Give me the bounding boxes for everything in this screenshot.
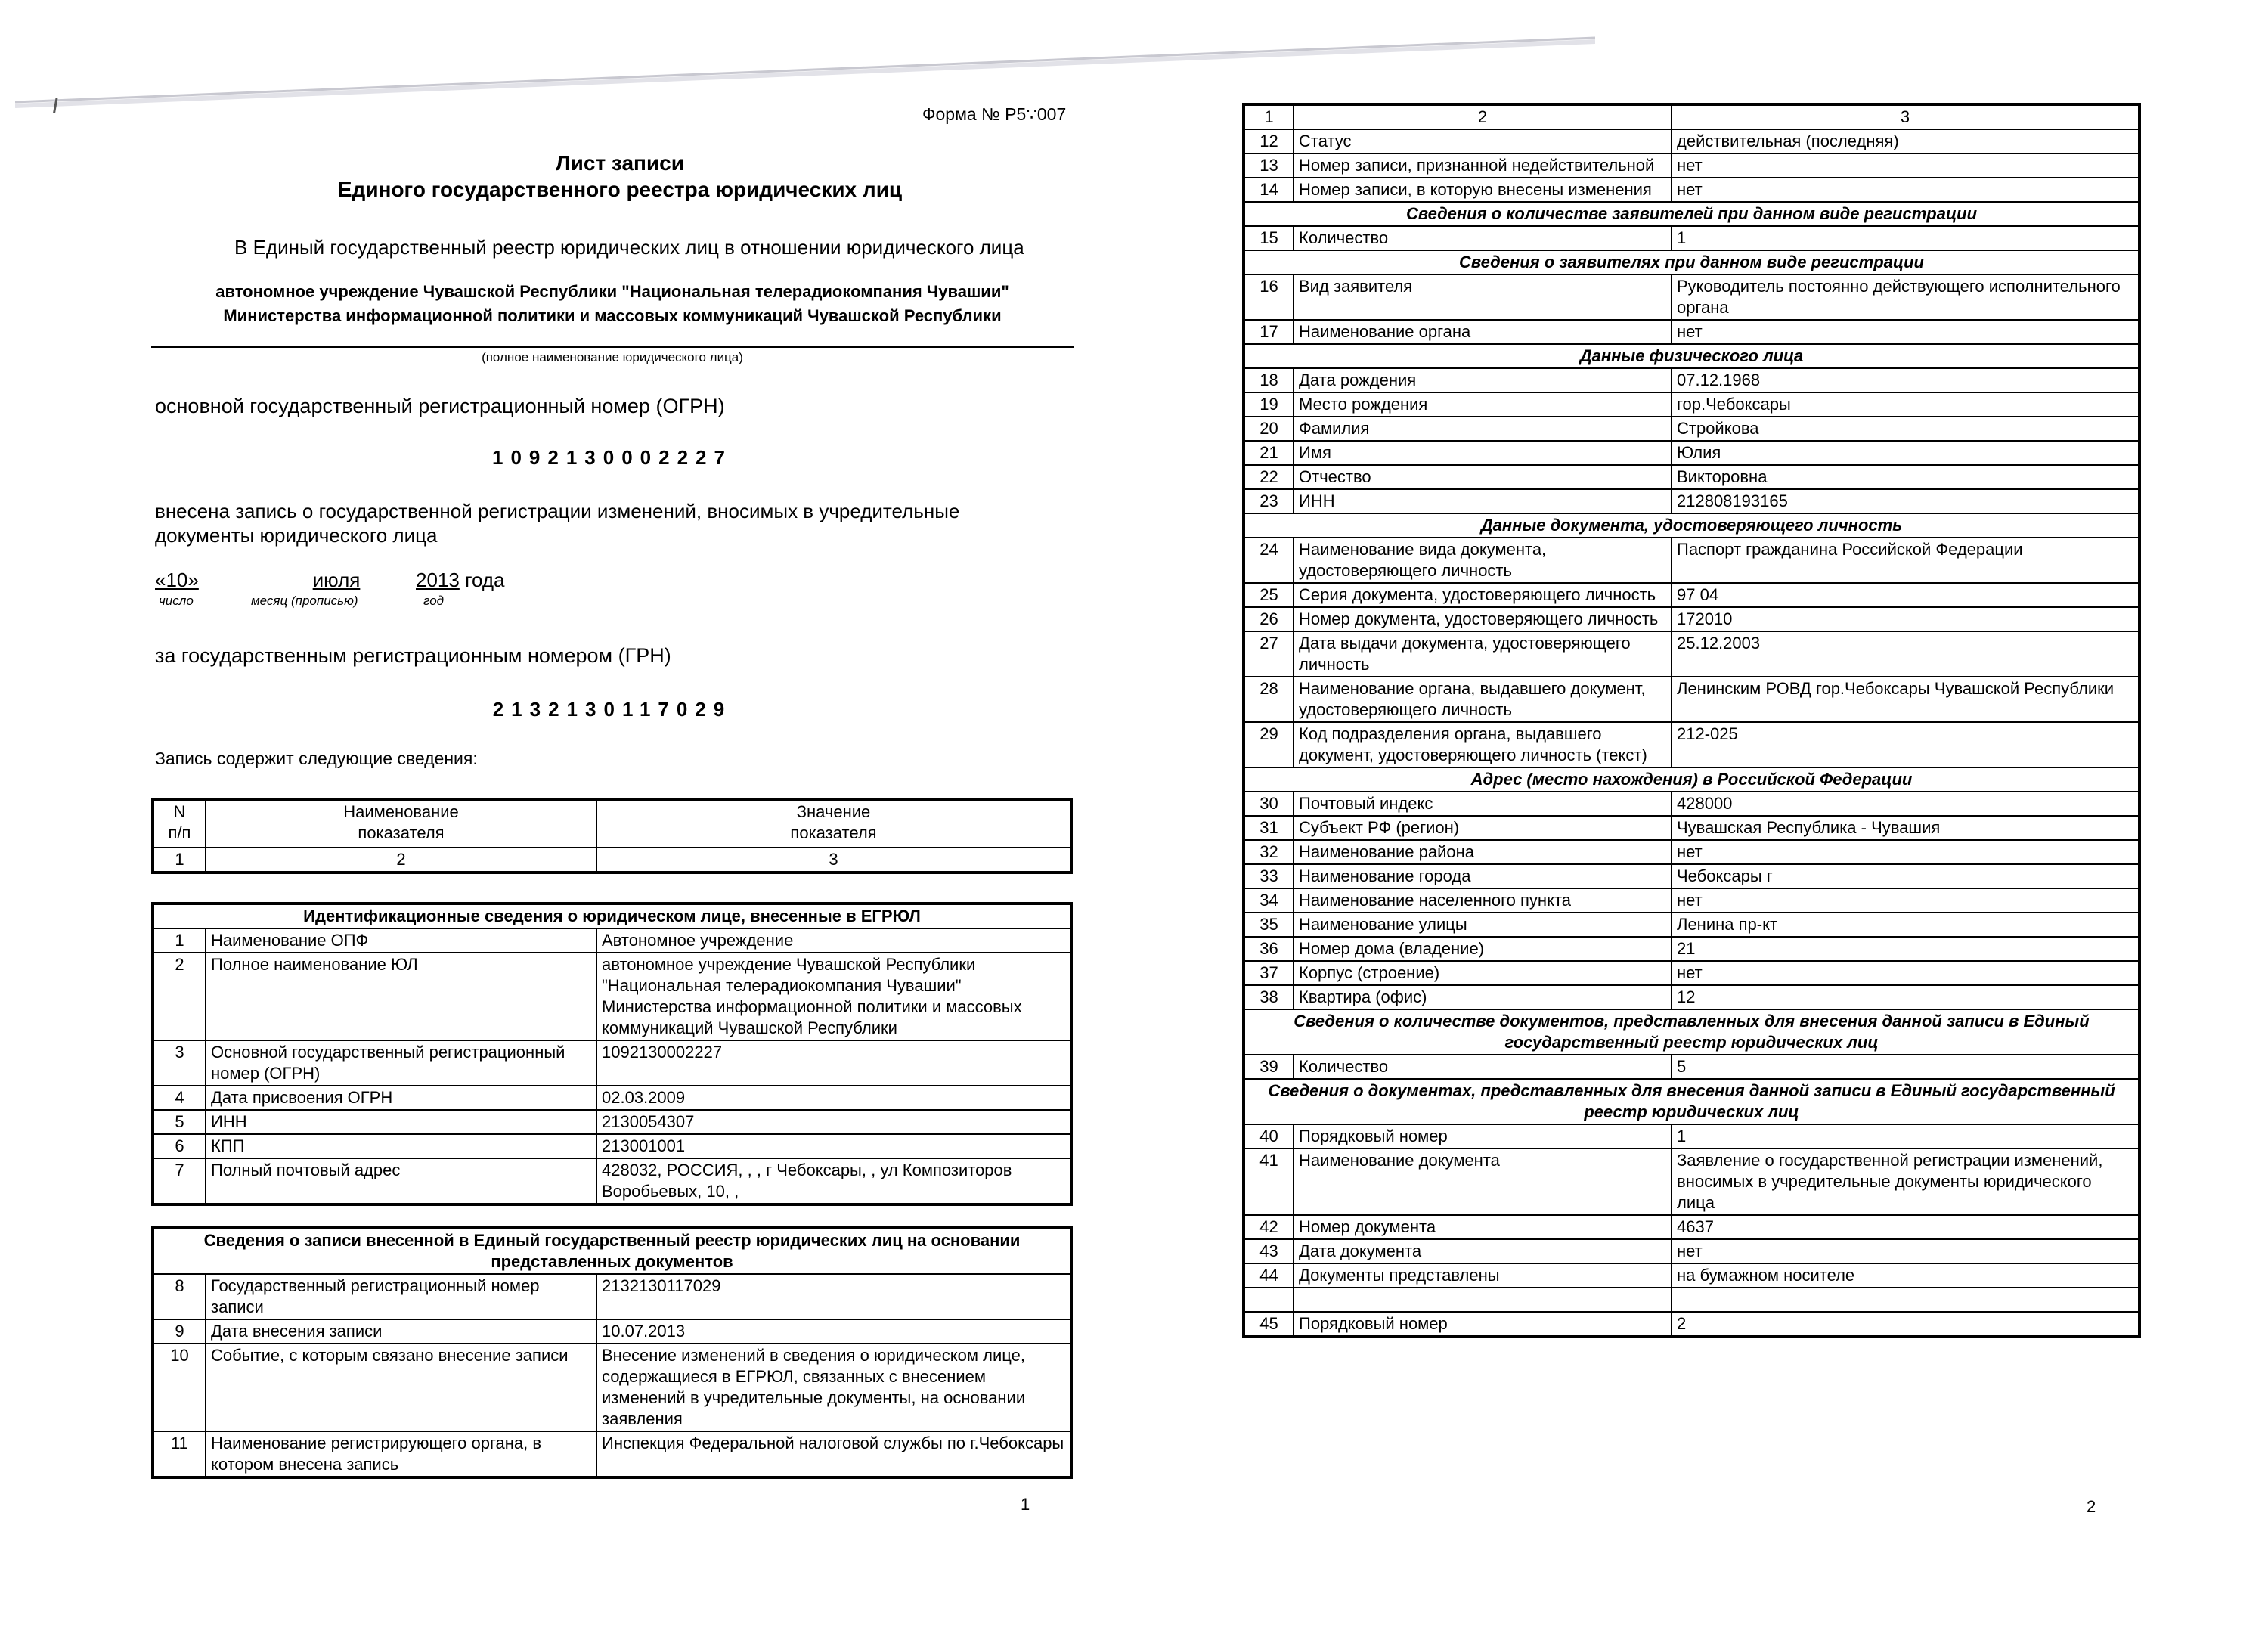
page-subtitle: Единого государственного реестра юридических лиц — [337, 178, 903, 201]
row-number: 6 — [153, 1134, 206, 1158]
table-row — [1244, 1312, 2139, 1337]
row-name: Порядковый номер — [1294, 1124, 1672, 1148]
row-name: Имя — [1294, 441, 1672, 465]
row-number: 28 — [1244, 677, 1294, 722]
row-name: Количество — [1294, 1055, 1672, 1079]
table-row — [1244, 913, 2139, 937]
table-row — [1244, 489, 2139, 513]
row-name: Наименование органа — [1294, 320, 1672, 344]
table-row — [1244, 583, 2139, 607]
date-year-suffix: года — [465, 569, 505, 591]
section-row — [1244, 250, 2139, 274]
row-name: Наименование документа — [1294, 1148, 1672, 1215]
table-row — [1244, 1055, 2139, 1079]
row-number: 29 — [1244, 722, 1294, 767]
contains-label: Запись содержит следующие сведения: — [155, 749, 478, 768]
column-number-row — [1244, 104, 2139, 129]
row-number: 5 — [153, 1110, 206, 1134]
row-value: Автономное учреждение — [596, 928, 1071, 953]
section-row — [1244, 1009, 2139, 1055]
row-number: 12 — [1244, 129, 1294, 153]
row-name: ИНН — [1294, 489, 1672, 513]
row-number: 3 — [153, 1040, 206, 1086]
row-name: Дата внесения записи — [206, 1319, 596, 1344]
divider — [151, 346, 1074, 348]
row-value: 212808193165 — [1672, 489, 2139, 513]
table-row — [1244, 153, 2139, 178]
row-value: 4637 — [1672, 1215, 2139, 1239]
date-month: июля — [312, 569, 361, 591]
row-name: Субъект РФ (регион) — [1294, 816, 1672, 840]
table-row — [1244, 677, 2139, 722]
row-name: Порядковый номер — [1294, 1312, 1672, 1337]
ogrn-label: основной государственный регистрационный номер (ОГРН) — [155, 395, 725, 417]
row-value: 1 — [1672, 226, 2139, 250]
section-row — [1244, 767, 2139, 792]
record-text — [155, 499, 1077, 547]
table-row — [153, 953, 1071, 1040]
section-title: Сведения о заявителях при данном виде регистрации — [1244, 250, 2139, 274]
record-text-line1: внесена запись о государственной регистрации изменений, вносимых в учредительные — [155, 500, 960, 522]
row-number: 26 — [1244, 607, 1294, 631]
header-text: показателя — [790, 823, 877, 842]
row-name: Наименование органа, выдавшего документ, удостоверяющего личность — [1294, 677, 1672, 722]
table-row — [153, 1274, 1071, 1319]
row-value: 428032, РОССИЯ, , , г Чебоксары, , ул Композиторов Воробьевых, 10, , — [596, 1158, 1071, 1204]
row-value: Паспорт гражданина Российской Федерации — [1672, 538, 2139, 583]
row-value: 172010 — [1672, 607, 2139, 631]
row-name: Количество — [1294, 226, 1672, 250]
caption-year: год — [423, 594, 445, 608]
table-row — [1244, 1148, 2139, 1215]
row-number: 15 — [1244, 226, 1294, 250]
row-value: 2 — [1672, 1312, 2139, 1337]
row-name: Наименование улицы — [1294, 913, 1672, 937]
row-name: ИНН — [206, 1110, 596, 1134]
row-value: Ленинским РОВД гор.Чебоксары Чувашской Республики — [1672, 677, 2139, 722]
row-value: действительная (последняя) — [1672, 129, 2139, 153]
row-number: 38 — [1244, 985, 1294, 1009]
row-value: автономное учреждение Чувашской Республики "Национальная телерадиокомпания Чувашии" Министерства информационной политики и массовых коммуникаций Чувашской Республики — [596, 953, 1071, 1040]
grn-label: за государственным регистрационным номером (ГРН) — [155, 644, 671, 667]
section-title: Адрес (место нахождения) в Российской Федерации — [1244, 767, 2139, 792]
row-name: Основной государственный регистрационный номер (ОГРН) — [206, 1040, 596, 1086]
row-name: Вид заявителя — [1294, 274, 1672, 320]
table-row — [1244, 441, 2139, 465]
row-value: нет — [1672, 961, 2139, 985]
grn-value: 2132130117029 — [492, 698, 733, 721]
table-row — [1244, 417, 2139, 441]
table-row — [1244, 864, 2139, 888]
table-row — [1244, 937, 2139, 961]
row-name: Статус — [1294, 129, 1672, 153]
table-row — [1244, 274, 2139, 320]
date-year: 2013 — [416, 569, 460, 591]
row-name: Наименование района — [1294, 840, 1672, 864]
row-name: Номер записи, в которую внесены изменения — [1294, 178, 1672, 202]
row-name: Полное наименование ЮЛ — [206, 953, 596, 1040]
table-row — [1244, 792, 2139, 816]
organization-name-line2: Министерства информационной политики и массовых коммуникаций Чувашской Республики — [223, 306, 1002, 325]
row-value: Чебоксары г — [1672, 864, 2139, 888]
row-value: 2132130117029 — [596, 1274, 1071, 1319]
header-cell — [596, 799, 1071, 848]
blank-row — [1244, 1288, 2139, 1312]
row-number: 40 — [1244, 1124, 1294, 1148]
row-value: 5 — [1672, 1055, 2139, 1079]
row-number: 25 — [1244, 583, 1294, 607]
row-value: Юлия — [1672, 441, 2139, 465]
page-title: Лист записи — [556, 151, 684, 175]
header-text: Значение — [796, 802, 871, 821]
row-name: Квартира (офис) — [1294, 985, 1672, 1009]
row-number: 13 — [1244, 153, 1294, 178]
row-number: 23 — [1244, 489, 1294, 513]
table-row — [1244, 1124, 2139, 1148]
row-value: 428000 — [1672, 792, 2139, 816]
organization-name-line1: автономное учреждение Чувашской Республики "Национальная телерадиокомпания Чувашии" — [215, 282, 1009, 301]
table-row — [1244, 1215, 2139, 1239]
row-number: 17 — [1244, 320, 1294, 344]
table-row — [1244, 129, 2139, 153]
row-number: 7 — [153, 1158, 206, 1204]
row-name: Номер записи, признанной недействительной — [1294, 153, 1672, 178]
row-number: 9 — [153, 1319, 206, 1344]
section-row — [1244, 1079, 2139, 1124]
header-cell — [206, 799, 596, 848]
blank-cell — [1294, 1288, 1672, 1312]
row-name: Наименование ОПФ — [206, 928, 596, 953]
row-name: Корпус (строение) — [1294, 961, 1672, 985]
row-value: 25.12.2003 — [1672, 631, 2139, 677]
date-year-group — [416, 569, 505, 592]
row-name: Документы представлены — [1294, 1263, 1672, 1288]
caption-month: месяц (прописью) — [251, 594, 358, 608]
row-name: Дата документа — [1294, 1239, 1672, 1263]
table-row — [1244, 1239, 2139, 1263]
row-value: 213001001 — [596, 1134, 1071, 1158]
section-row — [153, 1228, 1071, 1274]
section-title: Сведения о записи внесенной в Единый государственный реестр юридических лиц на основании представленных документов — [153, 1228, 1071, 1274]
section-title: Идентификационные сведения о юридическом лице, внесенные в ЕГРЮЛ — [153, 904, 1071, 928]
row-number: 2 — [153, 953, 206, 1040]
column-number: 2 — [206, 848, 596, 873]
record-info-table — [151, 1226, 1073, 1479]
row-number: 39 — [1244, 1055, 1294, 1079]
blank-cell — [1244, 1288, 1294, 1312]
row-name: Наименование населенного пункта — [1294, 888, 1672, 913]
row-value: 02.03.2009 — [596, 1086, 1071, 1110]
row-number: 45 — [1244, 1312, 1294, 1337]
table-row — [153, 1344, 1071, 1431]
row-number: 10 — [153, 1344, 206, 1431]
row-value: гор.Чебоксары — [1672, 392, 2139, 417]
row-name: Номер дома (владение) — [1294, 937, 1672, 961]
row-number: 4 — [153, 1086, 206, 1110]
row-number: 16 — [1244, 274, 1294, 320]
table-row — [153, 1110, 1071, 1134]
row-name: Полный почтовый адрес — [206, 1158, 596, 1204]
row-name: Наименование города — [1294, 864, 1672, 888]
date-day: «10» — [155, 569, 199, 591]
row-number: 18 — [1244, 368, 1294, 392]
row-number: 44 — [1244, 1263, 1294, 1288]
caption-day: число — [159, 594, 194, 608]
row-number: 37 — [1244, 961, 1294, 985]
row-value: Инспекция Федеральной налоговой службы по г.Чебоксары — [596, 1431, 1071, 1477]
row-value: 212-025 — [1672, 722, 2139, 767]
row-value: нет — [1672, 320, 2139, 344]
row-value: 1 — [1672, 1124, 2139, 1148]
row-number: 32 — [1244, 840, 1294, 864]
header-text: N — [173, 802, 186, 821]
header-text: п/п — [168, 823, 191, 842]
column-number: 1 — [153, 848, 206, 873]
row-number: 41 — [1244, 1148, 1294, 1215]
row-value: Чувашская Республика - Чувашия — [1672, 816, 2139, 840]
row-number: 11 — [153, 1431, 206, 1477]
table-row — [1244, 320, 2139, 344]
page-number: 2 — [2087, 1497, 2096, 1516]
header-text: показателя — [358, 823, 445, 842]
row-number: 43 — [1244, 1239, 1294, 1263]
table-row — [1244, 465, 2139, 489]
row-name: Наименование вида документа, удостоверяющего личность — [1294, 538, 1672, 583]
row-value: 2130054307 — [596, 1110, 1071, 1134]
table-row — [1244, 178, 2139, 202]
row-value: Викторовна — [1672, 465, 2139, 489]
table-row — [1244, 961, 2139, 985]
section-title: Сведения о документах, представленных для внесения данной записи в Единый государственный реестр юридических лиц — [1244, 1079, 2139, 1124]
row-number: 14 — [1244, 178, 1294, 202]
table-row — [1244, 392, 2139, 417]
row-value: 07.12.1968 — [1672, 368, 2139, 392]
row-number: 35 — [1244, 913, 1294, 937]
section-row — [1244, 344, 2139, 368]
row-number: 19 — [1244, 392, 1294, 417]
column-header-table — [151, 798, 1073, 874]
form-number: Форма № Р5∵007 — [922, 104, 1067, 124]
table-row — [1244, 631, 2139, 677]
section-title: Данные документа, удостоверяющего личность — [1244, 513, 2139, 538]
row-number: 36 — [1244, 937, 1294, 961]
table-row — [1244, 226, 2139, 250]
row-value: 10.07.2013 — [596, 1319, 1071, 1344]
section-title: Сведения о количестве документов, представленных для внесения данной записи в Единый государственный реестр юридических лиц — [1244, 1009, 2139, 1055]
row-value: 12 — [1672, 985, 2139, 1009]
table-row — [153, 928, 1071, 953]
table-row — [1244, 1263, 2139, 1288]
row-number: 30 — [1244, 792, 1294, 816]
table-row — [153, 1158, 1071, 1204]
row-name: Дата выдачи документа, удостоверяющего личность — [1294, 631, 1672, 677]
table-row — [153, 1086, 1071, 1110]
row-number: 31 — [1244, 816, 1294, 840]
row-value: нет — [1672, 153, 2139, 178]
row-name: Код подразделения органа, выдавшего документ, удостоверяющего личность (текст) — [1294, 722, 1672, 767]
row-value: Ленина пр-кт — [1672, 913, 2139, 937]
row-number: 33 — [1244, 864, 1294, 888]
row-name: Номер документа — [1294, 1215, 1672, 1239]
row-name: Серия документа, удостоверяющего личность — [1294, 583, 1672, 607]
table-row — [153, 1040, 1071, 1086]
row-value: Внесение изменений в сведения о юридическом лице, содержащиеся в ЕГРЮЛ, связанных с внесением изменений в учредительные документы, на основании заявления — [596, 1344, 1071, 1431]
row-name: Государственный регистрационный номер записи — [206, 1274, 596, 1319]
page-1 — [0, 0, 1111, 1646]
section-row — [153, 904, 1071, 928]
table-row — [153, 1134, 1071, 1158]
row-number: 21 — [1244, 441, 1294, 465]
row-value: Руководитель постоянно действующего исполнительного органа — [1672, 274, 2139, 320]
row-value: 97 04 — [1672, 583, 2139, 607]
table-row — [1244, 816, 2139, 840]
row-name: Дата присвоения ОГРН — [206, 1086, 596, 1110]
table-row — [1244, 368, 2139, 392]
row-value: 1092130002227 — [596, 1040, 1071, 1086]
column-number: 3 — [1672, 104, 2139, 129]
row-name: Фамилия — [1294, 417, 1672, 441]
row-name: КПП — [206, 1134, 596, 1158]
row-value: Заявление о государственной регистрации изменений, вносимых в учредительные документы юридического лица — [1672, 1148, 2139, 1215]
record-text-line2: документы юридического лица — [155, 524, 438, 547]
row-value: нет — [1672, 888, 2139, 913]
row-number: 8 — [153, 1274, 206, 1319]
row-value: Стройкова — [1672, 417, 2139, 441]
column-number: 2 — [1294, 104, 1672, 129]
header-text: Наименование — [343, 802, 459, 821]
row-value: нет — [1672, 840, 2139, 864]
row-number: 20 — [1244, 417, 1294, 441]
table-row — [1244, 722, 2139, 767]
table-row — [1244, 538, 2139, 583]
row-number: 42 — [1244, 1215, 1294, 1239]
table-row — [1244, 840, 2139, 864]
section-row — [1244, 202, 2139, 226]
row-name: Отчество — [1294, 465, 1672, 489]
row-number: 27 — [1244, 631, 1294, 677]
organization-name-caption: (полное наименование юридического лица) — [482, 350, 743, 364]
ogrn-value: 1092130002227 — [492, 446, 733, 469]
details-table — [1242, 103, 2141, 1338]
row-value: нет — [1672, 1239, 2139, 1263]
table-row — [153, 1431, 1071, 1477]
row-name: Номер документа, удостоверяющего личность — [1294, 607, 1672, 631]
table-row — [1244, 607, 2139, 631]
row-name: Почтовый индекс — [1294, 792, 1672, 816]
row-value: на бумажном носителе — [1672, 1263, 2139, 1288]
header-cell — [153, 799, 206, 848]
page-number: 1 — [1021, 1495, 1030, 1514]
column-number: 1 — [1244, 104, 1294, 129]
intro-text: В Единый государственный реестр юридических лиц в отношении юридического лица — [234, 236, 1024, 259]
table-row — [1244, 985, 2139, 1009]
row-number: 1 — [153, 928, 206, 953]
identification-table — [151, 902, 1073, 1206]
section-title: Данные физического лица — [1244, 344, 2139, 368]
row-name: Наименование регистрирующего органа, в котором внесена запись — [206, 1431, 596, 1477]
row-number: 24 — [1244, 538, 1294, 583]
table-row — [1244, 888, 2139, 913]
row-name: Дата рождения — [1294, 368, 1672, 392]
row-name: Место рождения — [1294, 392, 1672, 417]
row-value: нет — [1672, 178, 2139, 202]
row-number: 22 — [1244, 465, 1294, 489]
column-number: 3 — [596, 848, 1071, 873]
row-value: 21 — [1672, 937, 2139, 961]
row-name: Событие, с которым связано внесение записи — [206, 1344, 596, 1431]
page-2 — [1210, 0, 2268, 1646]
section-title: Сведения о количестве заявителей при данном виде регистрации — [1244, 202, 2139, 226]
section-row — [1244, 513, 2139, 538]
organization-name — [151, 280, 1074, 328]
table-row — [153, 1319, 1071, 1344]
row-number: 34 — [1244, 888, 1294, 913]
blank-cell — [1672, 1288, 2139, 1312]
